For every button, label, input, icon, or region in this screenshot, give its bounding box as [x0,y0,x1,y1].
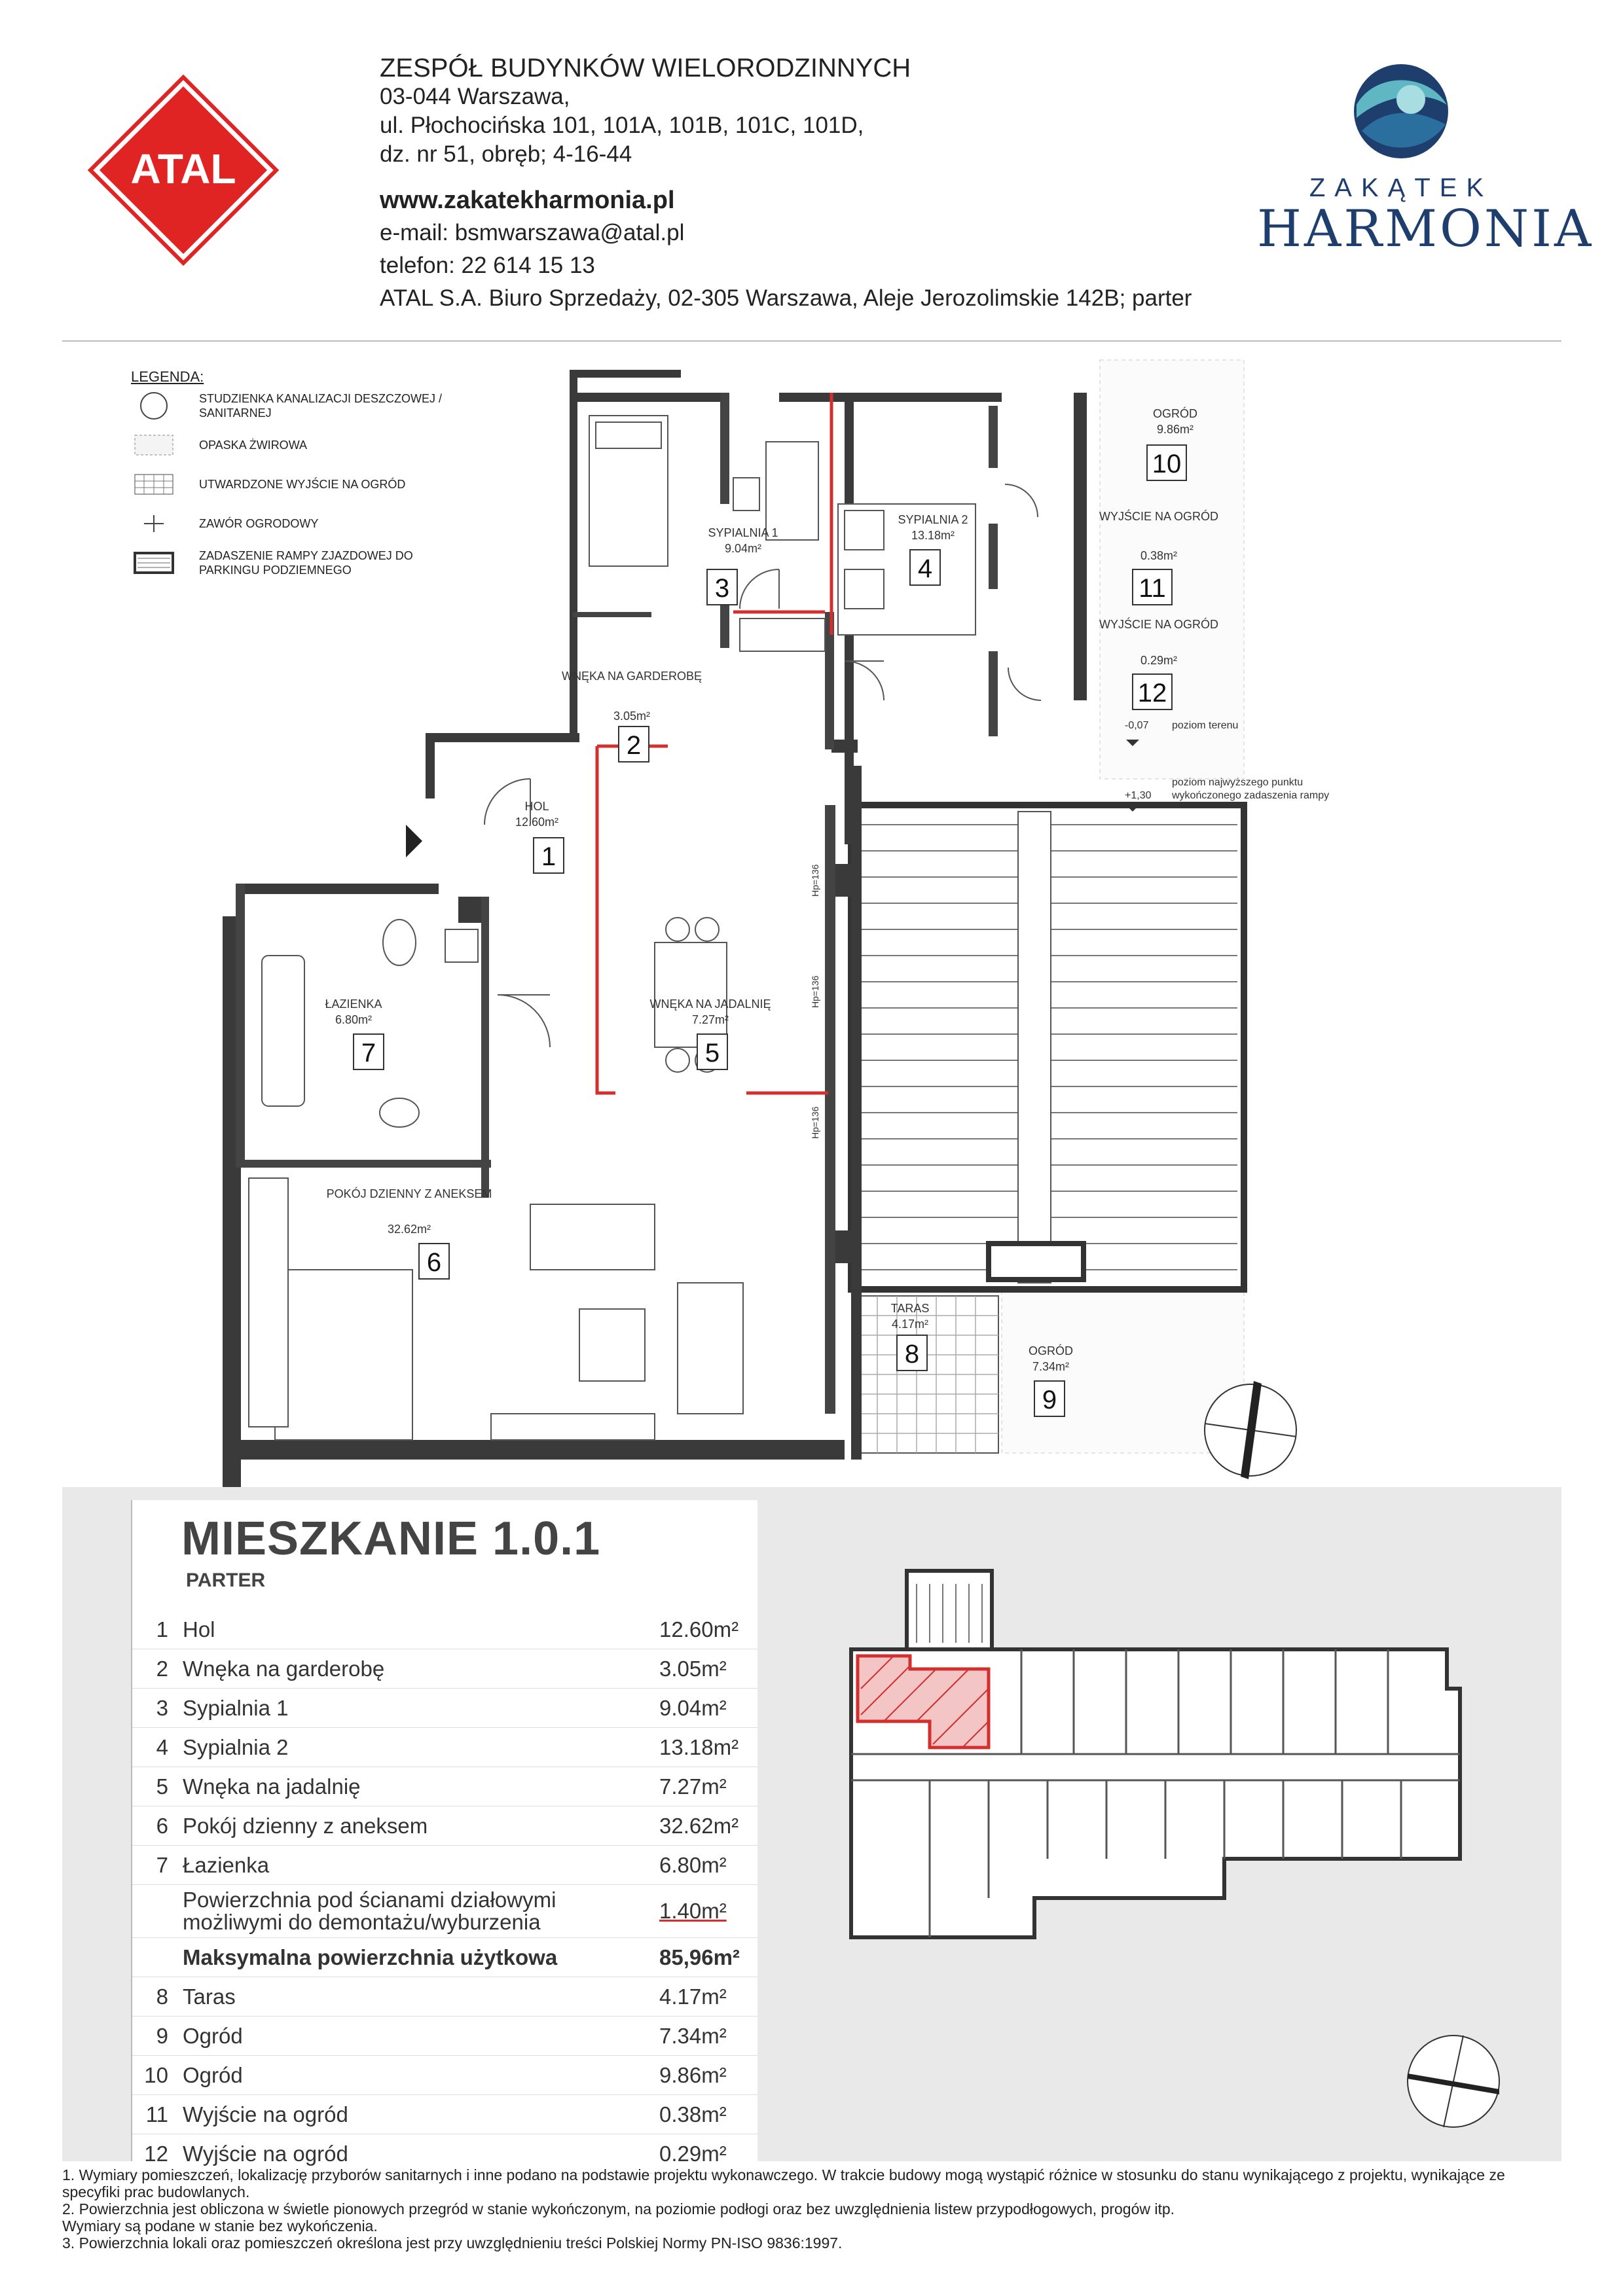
circle-icon [131,391,177,421]
project-title: ZESPÓŁ BUDYNKÓW WIELORODZINNYCH [380,54,911,82]
ramp-level-label-2: wykończonego zadaszenia rampy [1172,790,1330,801]
brand-bottom-word: HARMONIA [1257,200,1594,259]
atal-logo-text: ATAL [130,145,236,192]
address-line-1: 03-044 Warszawa, [380,84,570,109]
room-area: 6.80m² [335,1013,373,1026]
room-name: HOL [524,800,549,813]
entrance-arrow-icon [406,825,422,857]
table-row: 5 Wnęka na jadalnię 7.27m² [132,1767,757,1806]
ramp-level: +1,30 [1125,790,1152,801]
sink [380,1098,419,1127]
partition-area: 1.40m² [659,1899,727,1923]
room-number: 9 [1042,1386,1057,1414]
ramp-level-label-1: poziom najwyższego punktu [1172,777,1304,788]
coffee-table [579,1309,645,1381]
table-row: 11 Wyjście na ogród 0.38m² [132,2095,757,2134]
total-label: Maksymalna powierzchnia użytkowa [183,1945,558,1969]
room-area: 3.05m² [613,709,651,723]
table-row: 12 Wyjście na ogród 0.29m² [132,2134,757,2174]
legend-label: ZADASZENIE RAMPY ZJAZDOWEJ DO PARKINGU PODZIEMNEGO [199,549,413,577]
phone-text: telefon: 22 614 15 13 [380,253,595,278]
room-area: 7.34m² [1032,1360,1070,1373]
project-header [380,54,1192,313]
room-number: 7 [361,1039,376,1067]
room-name: WNĘKA NA JADALNIĘ [649,997,771,1011]
valve-icon [131,509,177,539]
room-name: OGRÓD [1028,1344,1074,1357]
website-link[interactable]: www.zakatekharmonia.pl [380,187,675,214]
terrain-level-label: poziom terenu [1172,720,1239,731]
header-divider [62,340,1561,342]
footnote: 2. Powierzchnia jest obliczona w świetle pionowych przegród w stanie wykończonym, na poziomie podłogi oraz bez uwzględnienia listew przypodłogowych, progów itp. [62,2200,1175,2217]
chair [733,478,759,511]
room-area: 13.18m² [911,529,955,542]
bathtub [262,956,304,1106]
legend-label: OPASKA ŻWIROWA [199,439,308,452]
sofa [530,1204,655,1270]
table-row: 7 Łazienka 6.80m² [132,1846,757,1885]
room-name: POKÓJ DZIENNY Z ANEKSEM [326,1187,492,1200]
room-area: 0.29m² [1140,654,1178,667]
room-number: 2 [626,731,642,760]
room-number: 8 [904,1340,920,1369]
washing-machine [445,929,478,962]
apartment-title: MIESZKANIE 1.0.1 [181,1513,601,1565]
table-row: 1 Hol 12.60m² [132,1610,757,1649]
table-row: 10 Ogród 9.86m² [132,2056,757,2095]
desk [766,442,818,540]
room-name: SYPIALNIA 2 [898,513,968,526]
brand-top-word: ZAKĄTEK [1309,173,1493,202]
room-number: 10 [1152,450,1182,478]
partition-label-2: możliwymi do demontażu/wyburzenia [183,1910,541,1934]
terrain-level: -0,07 [1125,720,1149,731]
floor-plan [196,353,1330,1479]
room-number: 11 [1139,574,1166,603]
window-height: Hp=136 [810,1106,820,1139]
ramp-roof-beam [1018,812,1051,1283]
room-area: 32.62m² [387,1223,431,1236]
table-row: 9 Ogród 7.34m² [132,2017,757,2056]
legend-label: ZAWÓR OGRODOWY [199,517,319,530]
footnotes [62,2166,1561,2251]
room-area: 0.38m² [1140,549,1178,562]
room-area: 9.04m² [724,542,762,555]
room-area: 9.86m² [1156,423,1194,436]
key-plan-north-arrow-icon [1401,2029,1506,2134]
window-height: Hp=136 [810,975,820,1008]
room-area: 12.60m² [515,816,559,829]
dining-table [655,942,727,1047]
kitchen-counter [249,1178,288,1427]
room-name: TARAS [890,1302,930,1315]
key-plan [831,1558,1486,1977]
room-number: 1 [541,842,556,871]
total-area: 85,96m² [659,1945,740,1969]
room-number: 12 [1137,679,1167,708]
armchair [678,1283,743,1414]
footnote: 3. Powierzchnia lokali oraz pomieszczeń określona jest przy uwzględnieniu treści Polskiej Normy PN-ISO 9836:1997. [62,2234,843,2251]
brand-logo [1257,59,1594,262]
legend-label: UTWARDZONE WYJŚCIE NA OGRÓD [199,478,406,491]
window-height-tags [810,864,820,1139]
parcel-line: dz. nr 51, obręb; 4-16-44 [380,141,632,167]
ramp-roof-vent [989,1244,1084,1280]
table-row: 2 Wnęka na garderobę 3.05m² [132,1649,757,1689]
gravel-icon [131,430,177,460]
key-plan-ramp [907,1571,992,1649]
table-row: 8 Taras 4.17m² [132,1977,757,2017]
tv-unit [491,1414,655,1440]
room-name: OGRÓD [1152,407,1198,420]
apartment-floor: PARTER [186,1570,266,1591]
kitchen-island [275,1270,412,1440]
room-name: WYJŚCIE NA OGRÓD [1099,510,1219,523]
address-line-2: ul. Płochocińska 101, 101A, 101B, 101C, 101D, [380,113,864,138]
room-number: 3 [714,574,730,603]
brand-emblem-icon [1349,59,1453,164]
partition-row [132,1885,757,1938]
paving-icon [131,469,177,499]
total-row [132,1938,757,1977]
wardrobe-2 [740,619,825,651]
footnote: Wymiary są podane w stanie bez wykończenia. [62,2217,378,2234]
room-area: 7.27m² [691,1013,729,1026]
office-address: ATAL S.A. Biuro Sprzedaży, 02-305 Warszawa, Aleje Jerozolimskie 142B; parter [380,285,1192,311]
footnote: 1. Wymiary pomieszczeń, lokalizację przyborów sanitarnych i inne podano na podstawie projektu wykonawczego. W trakcie budowy mogą wystąpić różnice w stosunku do stanu wynikającego z projektu, wynikające ze specyfiki prac budowlanych. [62,2166,1505,2200]
room-name: WYJŚCIE NA OGRÓD [1099,618,1219,631]
table-row: 4 Sypialnia 2 13.18m² [132,1728,757,1767]
apartment-table [131,1500,757,2166]
atal-logo [85,72,282,268]
room-number: 6 [426,1248,442,1277]
room-area: 4.17m² [891,1318,929,1331]
room-number: 5 [704,1039,720,1067]
room-name: WNĘKA NA GARDEROBĘ [561,670,702,683]
room-number: 4 [917,554,933,583]
room-name: SYPIALNIA 1 [708,526,778,539]
email-link[interactable]: e-mail: bsmwarszawa@atal.pl [380,220,685,245]
window-height: Hp=136 [810,864,820,897]
ramp-roof-icon [131,548,177,578]
room-name: ŁAZIENKA [325,997,382,1011]
partition-label-1: Powierzchnia pod ścianami działowymi [183,1888,556,1912]
table-row: 6 Pokój dzienny z aneksem 32.62m² [132,1806,757,1846]
table-row: 3 Sypialnia 1 9.04m² [132,1689,757,1728]
legend-title: LEGENDA: [131,368,204,385]
legend-label: STUDZIENKA KANALIZACJI DESZCZOWEJ / SANITARNEJ [199,392,443,420]
toilet [383,920,416,965]
